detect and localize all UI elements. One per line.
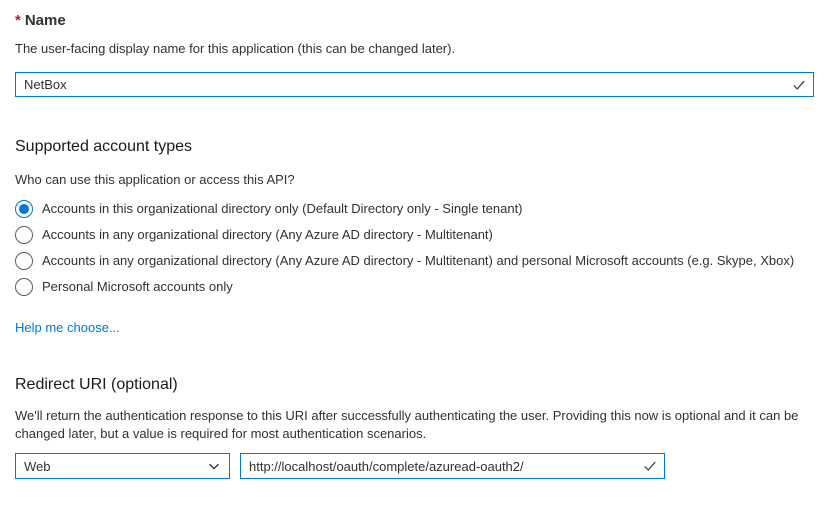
account-type-option-label: Personal Microsoft accounts only xyxy=(42,279,233,294)
redirect-uri-row xyxy=(15,453,814,479)
account-type-option-label: Accounts in any organizational directory (Any Azure AD directory - Multitenant) xyxy=(42,227,493,242)
redirect-uri-description: We'll return the authentication response to this URI after successfully authenticating the user. Providing this now is optional and it can be changed later, but a value is required for most authentication scenarios. xyxy=(15,408,799,441)
section-title: Supported account types xyxy=(15,138,193,155)
platform-select-value: Web xyxy=(24,458,51,474)
uri-input-wrap xyxy=(240,453,665,479)
account-types-radio-group xyxy=(15,200,814,296)
account-types-question: Who can use this application or access this API? xyxy=(15,172,295,187)
name-input-wrap xyxy=(15,72,814,97)
required-asterisk: * xyxy=(15,12,21,29)
radio-button-icon xyxy=(15,278,33,296)
name-input[interactable] xyxy=(15,72,814,97)
app-registration-form xyxy=(15,10,814,479)
supported-account-types-section xyxy=(15,138,814,335)
help-me-choose-link[interactable]: Help me choose... xyxy=(15,320,120,335)
section-title: Redirect URI (optional) xyxy=(15,376,178,393)
platform-select[interactable] xyxy=(15,453,230,479)
account-type-option-label: Accounts in this organizational directory only (Default Directory only - Single tenant) xyxy=(42,201,523,216)
name-section xyxy=(15,10,814,97)
account-type-option-label: Accounts in any organizational directory (Any Azure AD directory - Multitenant) and personal Microsoft accounts (e.g. Skype, Xbox) xyxy=(42,253,795,268)
account-type-option-multitenant-personal[interactable] xyxy=(15,252,814,270)
account-type-option-personal-only[interactable] xyxy=(15,278,814,296)
radio-button-icon xyxy=(15,226,33,244)
redirect-uri-input[interactable] xyxy=(240,453,665,479)
account-type-option-multitenant[interactable] xyxy=(15,226,814,244)
account-type-option-single-tenant[interactable] xyxy=(15,200,814,218)
redirect-uri-section xyxy=(15,376,814,479)
name-label-text: Name xyxy=(24,12,66,29)
valid-checkmark-icon xyxy=(792,78,806,92)
name-field-description: The user-facing display name for this application (this can be changed later). xyxy=(15,41,456,56)
radio-button-icon xyxy=(15,252,33,270)
radio-button-icon xyxy=(15,200,33,218)
name-field-label xyxy=(15,10,814,29)
valid-checkmark-icon xyxy=(643,459,657,473)
chevron-down-icon xyxy=(207,459,221,473)
